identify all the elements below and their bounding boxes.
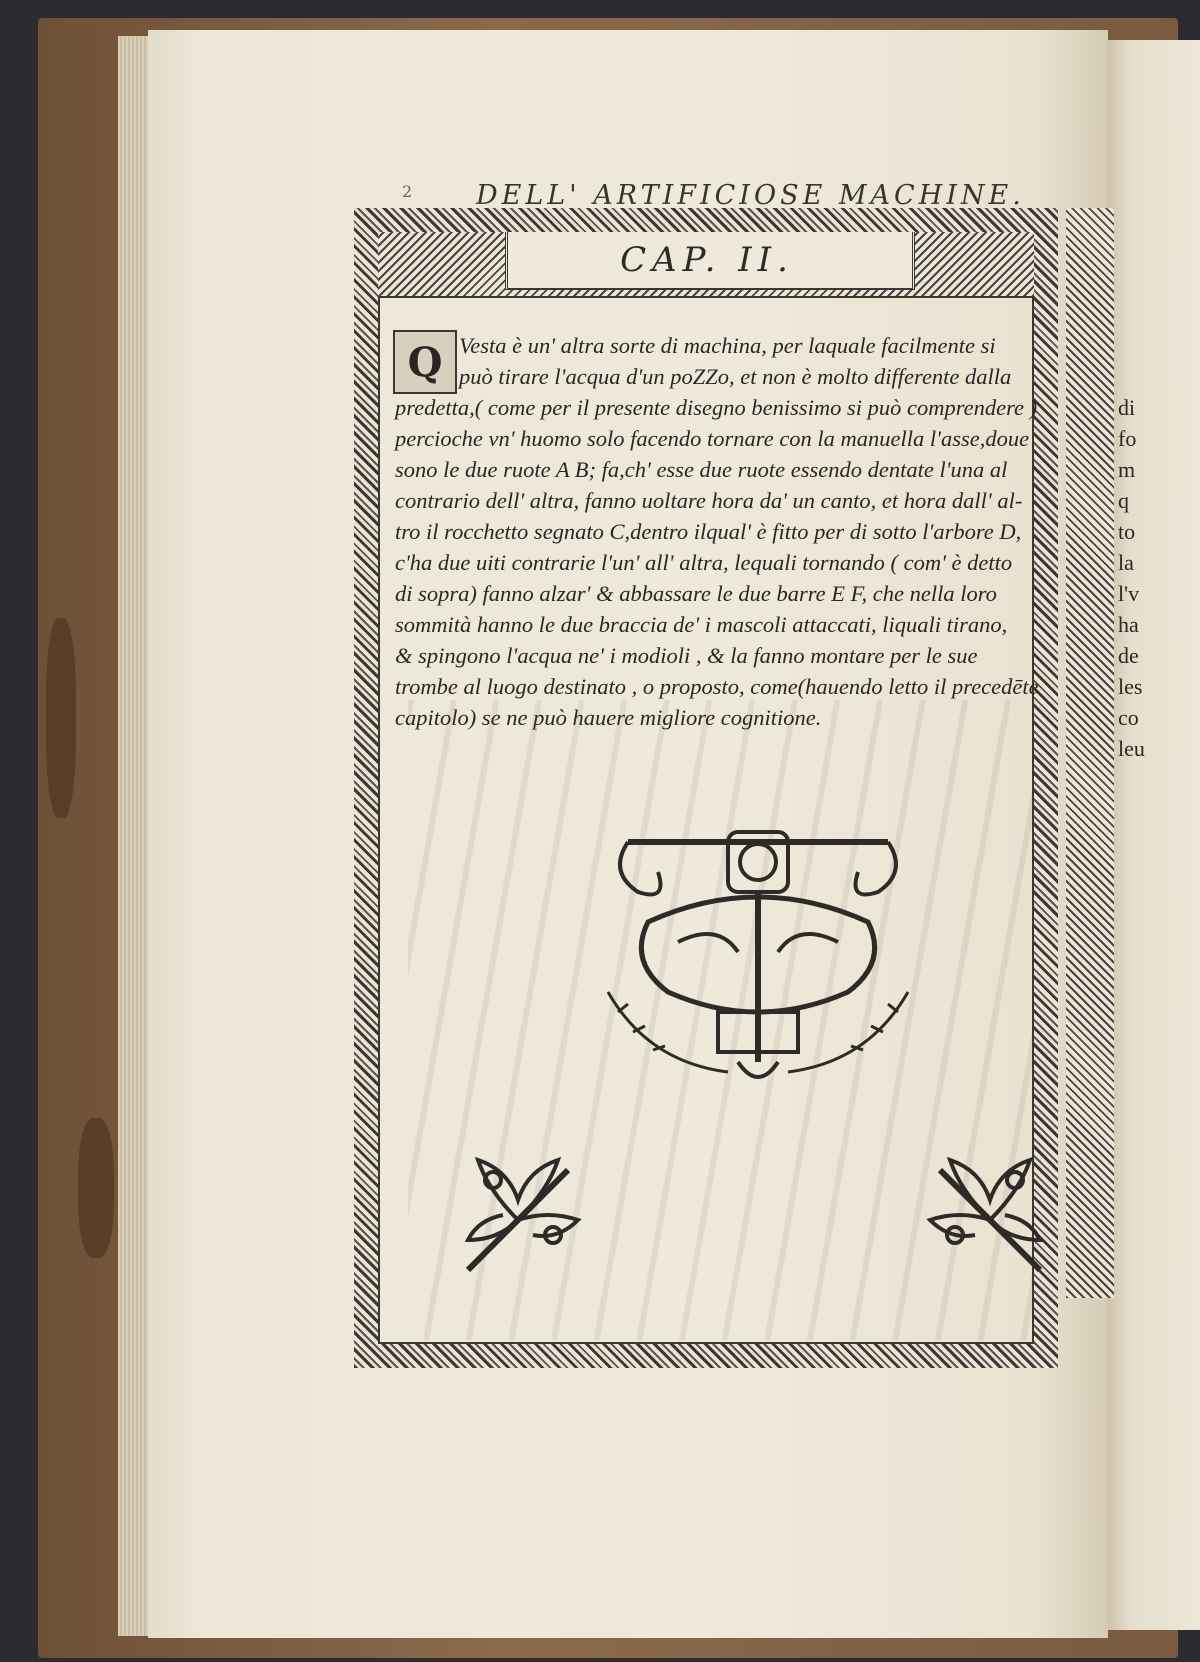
- chapter-body: [395, 330, 1045, 733]
- facing-text-fragment: de: [1118, 643, 1139, 668]
- fleur-ornament-left-icon: [458, 1150, 588, 1280]
- facing-page: [1108, 40, 1200, 1630]
- text-line: c'ha due uiti contrarie l'un' all' altra, lequali tornando ( com' è detto: [395, 550, 1013, 575]
- running-head: DELL' ARTIFICIOSE MACHINE.: [476, 180, 1025, 211]
- text-line: Vesta è un' altra sorte di machina, per laquale facilmente si: [459, 333, 996, 358]
- facing-text-fragment: to: [1118, 519, 1136, 544]
- cover-stain: [46, 618, 76, 818]
- facing-text-fragment: m: [1118, 457, 1136, 482]
- fleur-ornament-right-icon: [920, 1150, 1050, 1280]
- text-line: sono le due ruote A B; fa,ch' esse due ruote essendo dentate l'una al: [395, 457, 1008, 482]
- facing-page-text: [1118, 392, 1145, 764]
- cartouche-ornament-icon: [588, 812, 928, 1092]
- text-line: percioche vn' huomo solo facendo tornare con la manuella l'asse,doue: [395, 426, 1030, 451]
- facing-text-fragment: la: [1118, 550, 1134, 575]
- text-line: sommità hanno le due braccia de' i mascoli attaccati, liquali tirano,: [395, 612, 1008, 637]
- facing-text-fragment: l'v: [1118, 581, 1140, 606]
- facing-text-fragment: q: [1118, 488, 1129, 513]
- facing-page-border: [1066, 208, 1114, 1298]
- facing-text-fragment: di: [1118, 395, 1136, 420]
- text-line: contrario dell' altra, fanno uoltare hora da' un canto, et hora dall' al-: [395, 488, 1023, 513]
- page-edges: [118, 36, 148, 1636]
- text-line: predetta,( come per il presente disegno benissimo si può comprendere ): [395, 395, 1038, 420]
- text-line: trombe al luogo destinato , o proposto, come(hauendo letto il precedēte: [395, 674, 1039, 699]
- text-line: tro il rocchetto segnato C,dentro ilqual' è fitto per di sotto l'arbore D,: [395, 519, 1022, 544]
- facing-text-fragment: fo: [1118, 426, 1137, 451]
- drop-cap-letter: Q: [407, 338, 443, 386]
- facing-text-fragment: les: [1118, 674, 1143, 699]
- facing-text-fragment: ha: [1118, 612, 1139, 637]
- facing-text-fragment: co: [1118, 705, 1139, 730]
- chapter-title: CAP. II.: [620, 240, 794, 280]
- text-line: può tirare l'acqua d'un poZZo, et non è molto differente dalla: [459, 364, 1012, 389]
- text-line: & spingono l'acqua ne' i modioli , & la fanno montare per le sue: [395, 643, 978, 668]
- page-number: 2: [402, 182, 413, 201]
- text-line: di sopra) fanno alzar' & abbassare le due barre E F, che nella loro: [395, 581, 997, 606]
- cover-stain: [78, 1118, 114, 1258]
- facing-text-fragment: leu: [1118, 736, 1145, 761]
- text-line: capitolo) se ne può hauere migliore cognitione.: [395, 705, 822, 730]
